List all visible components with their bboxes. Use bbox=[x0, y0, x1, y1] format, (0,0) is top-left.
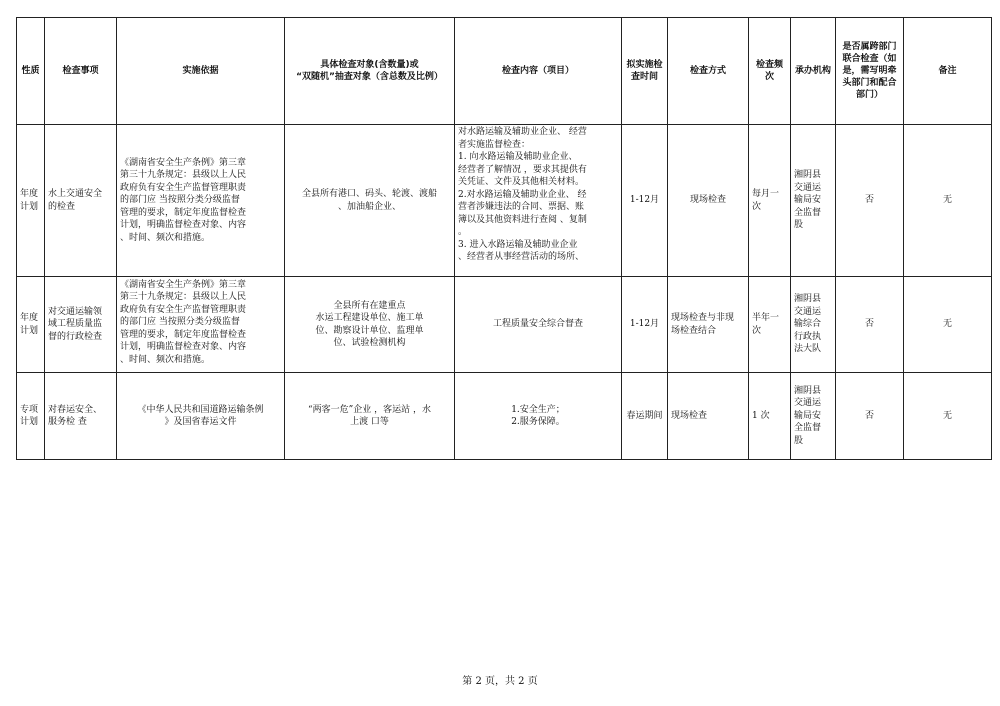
cell-org: 湘阴县 交通运 输局安 全监督 股 bbox=[791, 125, 836, 277]
cell-content bbox=[455, 125, 622, 277]
cell-nature: 年度 计划 bbox=[17, 277, 45, 373]
header-joint: 是否属跨部门 联合检查（如 是，需写明牵 头部门和配合 部门） bbox=[836, 18, 904, 125]
table-row bbox=[17, 125, 992, 277]
header-freq: 检查频 次 bbox=[749, 18, 791, 125]
cell-content-text: 对水路运输及辅助业企业、 经营 者实施监督检查： 1. 向水路运输及辅助业企业、 经营者了解情况 ，要求其提供有 关凭证、文件及其他相关材料。 2.对水路运输及辅助业企业、 经 营者涉嫌违法的合同、票据、账 簿以及其他资料进行查阅 、复制 。 3. 进入水路运输及辅助业企业 、经营者从事经营活动的场所、 bbox=[458, 127, 587, 262]
header-org: 承办机构 bbox=[791, 18, 836, 125]
cell-time: 春运期间 bbox=[622, 373, 668, 460]
cell-nature: 年度 计划 bbox=[17, 125, 45, 277]
cell-method: 现场检查与非现 场检查结合 bbox=[668, 277, 749, 373]
cell-target: “两客一危”企业 ，客运站 ，水 上渡 口等 bbox=[285, 373, 455, 460]
cell-time: 1-12月 bbox=[622, 125, 668, 277]
cell-freq: 半年一 次 bbox=[749, 277, 791, 373]
table-row bbox=[17, 373, 992, 460]
cell-remark: 无 bbox=[904, 125, 992, 277]
table-row bbox=[17, 277, 992, 373]
cell-joint: 否 bbox=[836, 277, 904, 373]
page-number: 第 2 页，共 2 页 bbox=[462, 676, 538, 687]
cell-org: 湘阴县 交通运 输综合 行政执 法大队 bbox=[791, 277, 836, 373]
cell-target: 全县所有港口、码头、轮渡、渡船 、加油船企业、 bbox=[285, 125, 455, 277]
cell-item: 对交通运输领 域工程质量监 督的行政检查 bbox=[45, 277, 117, 373]
cell-nature: 专项 计划 bbox=[17, 373, 45, 460]
header-item: 检查事项 bbox=[45, 18, 117, 125]
cell-org: 湘阴县 交通运 输局安 全监督 股 bbox=[791, 373, 836, 460]
cell-joint: 否 bbox=[836, 373, 904, 460]
header-remark: 备注 bbox=[904, 18, 992, 125]
cell-method: 现场检查 bbox=[668, 125, 749, 277]
cell-basis-text: 《湖南省安全生产条例》第三章 第三十九条规定：县级以上人民 政府负有安全生产监督管理职责 的部门应 当按照分类分级监督 管理的要求，制定年度监督检查 计划，明确监督检查对象、内容 、时间、频次和措施。 bbox=[120, 279, 247, 365]
cell-content: 工程质量安全综合督查 bbox=[455, 277, 622, 373]
cell-basis: 《中华人民共和国道路运输条例 》及国省春运文件 bbox=[117, 373, 285, 460]
header-basis: 实施依据 bbox=[117, 18, 285, 125]
header-nature: 性质 bbox=[17, 18, 45, 125]
cell-remark: 无 bbox=[904, 277, 992, 373]
cell-basis bbox=[117, 277, 285, 373]
header-content: 检查内容（项目） bbox=[455, 18, 622, 125]
cell-joint: 否 bbox=[836, 125, 904, 277]
cell-freq: 1 次 bbox=[749, 373, 791, 460]
cell-basis: 《湖南省安全生产条例》第三章 第三十九条规定：县级以上人民 政府负有安全生产监督管理职责 的部门应 当按照分类分级监督 管理的要求，制定年度监督检查 计划，明确监督检查对象、内容 、时间、频次和措施。 bbox=[117, 125, 285, 277]
cell-method: 现场检查 bbox=[668, 373, 749, 460]
cell-content: 1.安全生产； 2.服务保障。 bbox=[455, 373, 622, 460]
cell-remark: 无 bbox=[904, 373, 992, 460]
cell-target: 全县所有在建重点 水运工程建设单位、施工单 位、勘察设计单位、监理单 位、试验检测机构 bbox=[285, 277, 455, 373]
header-row bbox=[17, 18, 992, 125]
cell-time: 1-12月 bbox=[622, 277, 668, 373]
cell-item: 对春运安全、 服务检 查 bbox=[45, 373, 117, 460]
cell-freq: 每月一 次 bbox=[749, 125, 791, 277]
inspection-plan-table bbox=[16, 17, 992, 460]
header-target: 具体检查对象(含数量)或 “双随机”抽查对象（含总数及比例） bbox=[285, 18, 455, 125]
cell-item: 水上交通安全 的检查 bbox=[45, 125, 117, 277]
header-time: 拟实施检 查时间 bbox=[622, 18, 668, 125]
header-method: 检查方式 bbox=[668, 18, 749, 125]
